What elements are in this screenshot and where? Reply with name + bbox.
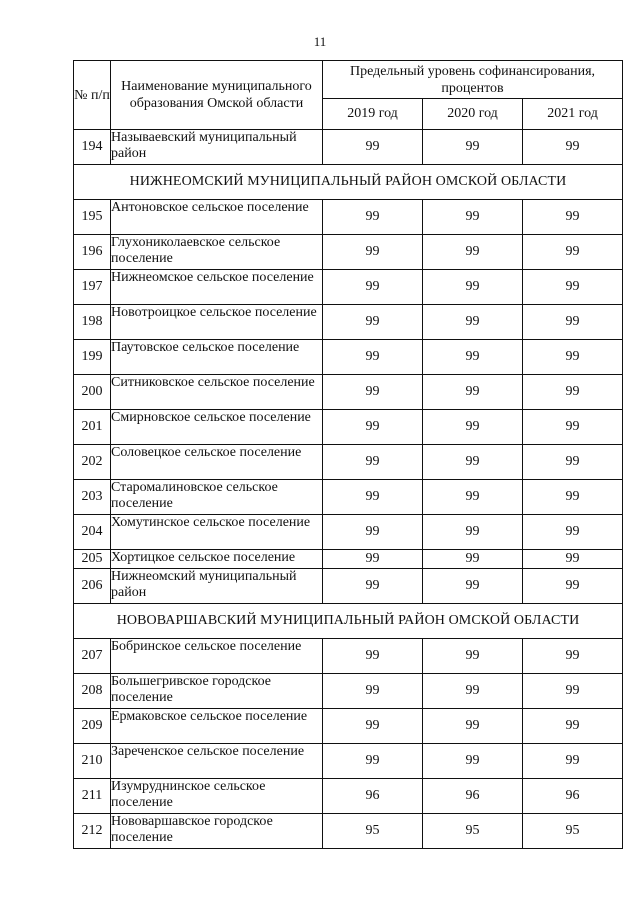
page-number: 11 xyxy=(313,34,327,49)
value-2021: 99 xyxy=(523,480,623,515)
row-number: 198 xyxy=(74,305,111,340)
value-2020: 99 xyxy=(423,305,523,340)
row-number: 196 xyxy=(74,235,111,270)
row-number: 210 xyxy=(74,744,111,779)
row-number: 208 xyxy=(74,674,111,709)
row-number: 200 xyxy=(74,375,111,410)
value-2019: 99 xyxy=(323,569,423,604)
municipality-name: Зареченское сельское поселение xyxy=(111,744,323,779)
row-number: 205 xyxy=(74,550,111,569)
value-2021: 99 xyxy=(523,639,623,674)
municipality-name: Называевский муниципальный район xyxy=(111,130,323,165)
municipality-name: Хомутинское сельское поселение xyxy=(111,515,323,550)
municipality-name: Новотроицкое сельское поселение xyxy=(111,305,323,340)
header-year-2019: 2019 год xyxy=(323,99,423,130)
value-2020: 99 xyxy=(423,550,523,569)
row-number: 197 xyxy=(74,270,111,305)
section-row xyxy=(74,604,623,639)
value-2019: 99 xyxy=(323,639,423,674)
value-2020: 99 xyxy=(423,639,523,674)
value-2019: 99 xyxy=(323,744,423,779)
table-row xyxy=(74,410,623,445)
table-row xyxy=(74,305,623,340)
value-2020: 99 xyxy=(423,235,523,270)
table-body xyxy=(74,130,623,849)
municipality-name: Бобринское сельское поселение xyxy=(111,639,323,674)
table-row xyxy=(74,235,623,270)
value-2021: 99 xyxy=(523,410,623,445)
value-2021: 99 xyxy=(523,550,623,569)
municipality-name: Большегривское городское поселение xyxy=(111,674,323,709)
value-2020: 99 xyxy=(423,200,523,235)
table-row xyxy=(74,515,623,550)
value-2021: 99 xyxy=(523,445,623,480)
value-2021: 99 xyxy=(523,130,623,165)
value-2019: 99 xyxy=(323,200,423,235)
value-2019: 99 xyxy=(323,674,423,709)
row-number: 212 xyxy=(74,814,111,849)
municipality-name: Соловецкое сельское поселение xyxy=(111,445,323,480)
value-2019: 99 xyxy=(323,235,423,270)
value-2020: 95 xyxy=(423,814,523,849)
table-row xyxy=(74,130,623,165)
municipality-name: Ермаковское сельское поселение xyxy=(111,709,323,744)
value-2020: 99 xyxy=(423,270,523,305)
value-2019: 99 xyxy=(323,340,423,375)
value-2021: 99 xyxy=(523,375,623,410)
value-2020: 99 xyxy=(423,515,523,550)
table-row xyxy=(74,340,623,375)
row-number: 194 xyxy=(74,130,111,165)
header-name: Наименование муниципального образования Омской области xyxy=(111,61,323,130)
value-2020: 99 xyxy=(423,340,523,375)
value-2021: 96 xyxy=(523,779,623,814)
value-2019: 99 xyxy=(323,515,423,550)
value-2021: 99 xyxy=(523,200,623,235)
value-2021: 99 xyxy=(523,569,623,604)
section-title: НОВОВАРШАВСКИЙ МУНИЦИПАЛЬНЫЙ РАЙОН ОМСКОЙ ОБЛАСТИ xyxy=(74,604,623,639)
value-2020: 99 xyxy=(423,709,523,744)
header-year-2020: 2020 год xyxy=(423,99,523,130)
section-row xyxy=(74,165,623,200)
value-2019: 99 xyxy=(323,550,423,569)
section-title: НИЖНЕОМСКИЙ МУНИЦИПАЛЬНЫЙ РАЙОН ОМСКОЙ ОБЛАСТИ xyxy=(74,165,623,200)
table-row xyxy=(74,375,623,410)
header-num: № п/п xyxy=(74,61,111,130)
value-2019: 99 xyxy=(323,375,423,410)
value-2019: 99 xyxy=(323,130,423,165)
municipality-name: Антоновское сельское поселение xyxy=(111,200,323,235)
table-row xyxy=(74,550,623,569)
table-row xyxy=(74,744,623,779)
value-2021: 99 xyxy=(523,235,623,270)
row-number: 204 xyxy=(74,515,111,550)
value-2020: 99 xyxy=(423,569,523,604)
table-row xyxy=(74,814,623,849)
table-row xyxy=(74,445,623,480)
municipality-name: Хортицкое сельское поселение xyxy=(111,550,323,569)
value-2019: 99 xyxy=(323,305,423,340)
value-2019: 99 xyxy=(323,480,423,515)
municipality-name: Паутовское сельское поселение xyxy=(111,340,323,375)
row-number: 201 xyxy=(74,410,111,445)
table-row xyxy=(74,639,623,674)
table-row xyxy=(74,270,623,305)
header-cofinancing: Предельный уровень софинансирования, процентов xyxy=(323,61,623,99)
row-number: 211 xyxy=(74,779,111,814)
value-2020: 99 xyxy=(423,375,523,410)
cofinancing-table xyxy=(73,60,623,849)
value-2021: 95 xyxy=(523,814,623,849)
value-2019: 95 xyxy=(323,814,423,849)
value-2020: 99 xyxy=(423,130,523,165)
table-row xyxy=(74,709,623,744)
header-year-2021: 2021 год xyxy=(523,99,623,130)
value-2019: 99 xyxy=(323,709,423,744)
value-2020: 99 xyxy=(423,410,523,445)
value-2021: 99 xyxy=(523,674,623,709)
row-number: 195 xyxy=(74,200,111,235)
value-2021: 99 xyxy=(523,305,623,340)
table-row xyxy=(74,569,623,604)
row-number: 209 xyxy=(74,709,111,744)
row-number: 206 xyxy=(74,569,111,604)
value-2021: 99 xyxy=(523,515,623,550)
municipality-name: Нижнеомское сельское поселение xyxy=(111,270,323,305)
value-2021: 99 xyxy=(523,270,623,305)
table-row xyxy=(74,200,623,235)
municipality-name: Смирновское сельское поселение xyxy=(111,410,323,445)
value-2020: 99 xyxy=(423,744,523,779)
value-2019: 96 xyxy=(323,779,423,814)
value-2021: 99 xyxy=(523,744,623,779)
municipality-name: Нововаршавское городское поселение xyxy=(111,814,323,849)
value-2019: 99 xyxy=(323,445,423,480)
value-2020: 99 xyxy=(423,445,523,480)
municipality-name: Нижнеомский муниципальный район xyxy=(111,569,323,604)
row-number: 203 xyxy=(74,480,111,515)
table-row xyxy=(74,779,623,814)
row-number: 202 xyxy=(74,445,111,480)
row-number: 199 xyxy=(74,340,111,375)
municipality-name: Глухониколаевское сельское поселение xyxy=(111,235,323,270)
table-row xyxy=(74,674,623,709)
value-2021: 99 xyxy=(523,709,623,744)
table-row xyxy=(74,480,623,515)
value-2019: 99 xyxy=(323,270,423,305)
municipality-name: Старомалиновское сельское поселение xyxy=(111,480,323,515)
value-2020: 99 xyxy=(423,674,523,709)
value-2019: 99 xyxy=(323,410,423,445)
value-2021: 99 xyxy=(523,340,623,375)
municipality-name: Ситниковское сельское поселение xyxy=(111,375,323,410)
value-2020: 99 xyxy=(423,480,523,515)
row-number: 207 xyxy=(74,639,111,674)
value-2020: 96 xyxy=(423,779,523,814)
municipality-name: Изумруднинское сельское поселение xyxy=(111,779,323,814)
